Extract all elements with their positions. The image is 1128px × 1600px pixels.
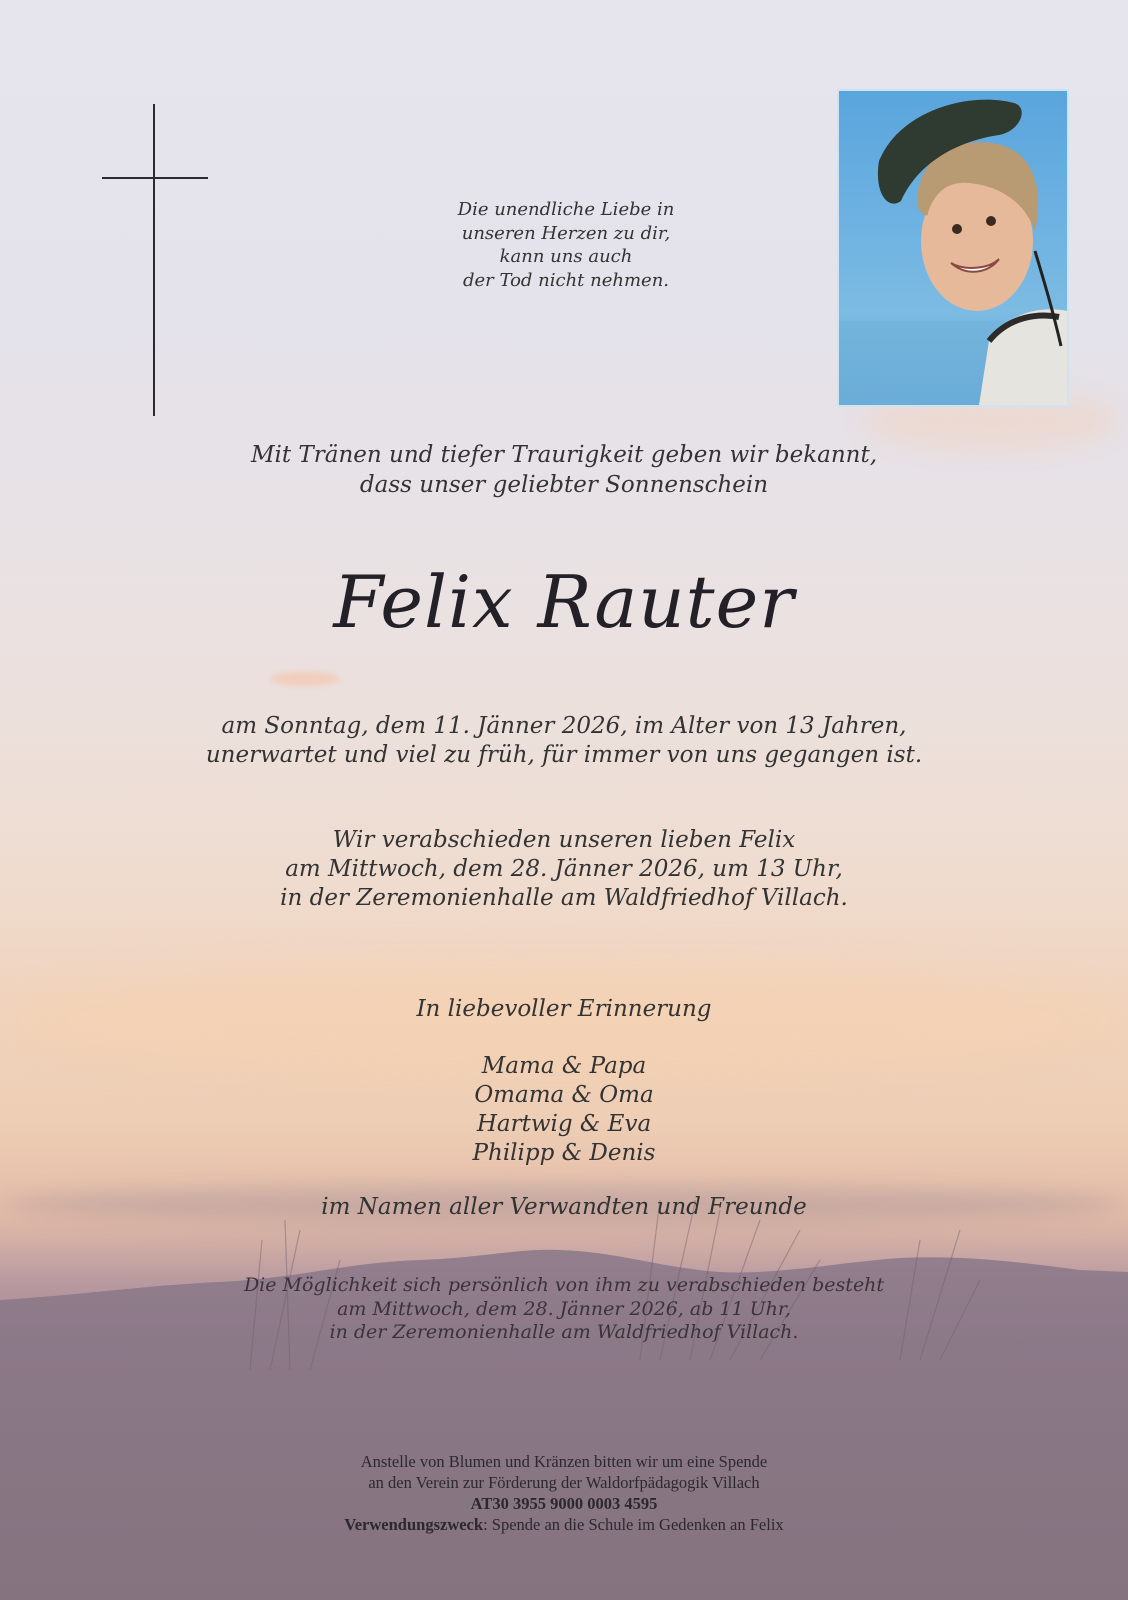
portrait-illustration: [839, 91, 1067, 405]
on-behalf-line: im Namen aller Verwandten und Freunde: [321, 1194, 807, 1220]
funeral-info: [0, 826, 1128, 913]
mountain-silhouette: [0, 1200, 1128, 1600]
quote-line: Die unendliche Liebe in: [457, 199, 675, 220]
portrait-photo: [837, 89, 1069, 407]
announcement-line: Mit Tränen und tiefer Traurigkeit geben wir bekannt,: [250, 442, 878, 468]
donation-line: Anstelle von Blumen und Kränzen bitten wir um eine Spende: [360, 1452, 768, 1471]
funeral-line: in der Zeremonienhalle am Waldfriedhof Villach.: [280, 885, 848, 911]
donation-info: [0, 1451, 1128, 1535]
donation-line: an den Verein zur Förderung der Waldorfpädagogik Villach: [368, 1473, 760, 1492]
background-cloud: [270, 672, 340, 686]
cross-symbol: [102, 104, 208, 416]
memory-heading: In liebevoller Erinnerung: [416, 996, 712, 1022]
viewing-info: [0, 1274, 1128, 1345]
quote-line: der Tod nicht nehmen.: [462, 269, 670, 291]
death-notice-line: am Sonntag, dem 11. Jänner 2026, im Alter von 13 Jahren,: [221, 713, 907, 739]
family-member: Philipp & Denis: [472, 1140, 656, 1166]
donation-iban: AT30 3955 9000 0003 4595: [470, 1494, 658, 1513]
family-member: Omama & Oma: [474, 1082, 654, 1108]
quote-line: kann uns auch: [499, 246, 633, 267]
donation-purpose-label: Verwendungszweck: [344, 1515, 484, 1534]
death-notice: [0, 712, 1128, 770]
viewing-line: in der Zeremonienhalle am Waldfriedhof Villach.: [329, 1321, 799, 1343]
memorial-quote: [384, 198, 748, 292]
death-notice-line: unerwartet und viel zu früh, für immer von uns gegangen ist.: [205, 742, 923, 768]
family-member: Mama & Papa: [481, 1053, 647, 1079]
announcement-line: dass unser geliebter Sonnenschein: [359, 472, 769, 498]
deceased-name: Felix Rauter: [333, 560, 795, 644]
viewing-line: am Mittwoch, dem 28. Jänner 2026, ab 11 Uhr,: [337, 1297, 791, 1320]
family-list: [0, 1052, 1128, 1168]
viewing-line: Die Möglichkeit sich persönlich von ihm zu verabschieden besteht: [243, 1274, 885, 1296]
funeral-line: am Mittwoch, dem 28. Jänner 2026, um 13 Uhr,: [285, 856, 843, 882]
donation-purpose-text: : Spende an die Schule im Gedenken an Felix: [483, 1515, 784, 1534]
family-member: Hartwig & Eva: [476, 1111, 652, 1137]
announcement: [0, 440, 1128, 500]
quote-line: unseren Herzen zu dir,: [461, 222, 671, 244]
funeral-line: Wir verabschieden unseren lieben Felix: [332, 827, 796, 853]
